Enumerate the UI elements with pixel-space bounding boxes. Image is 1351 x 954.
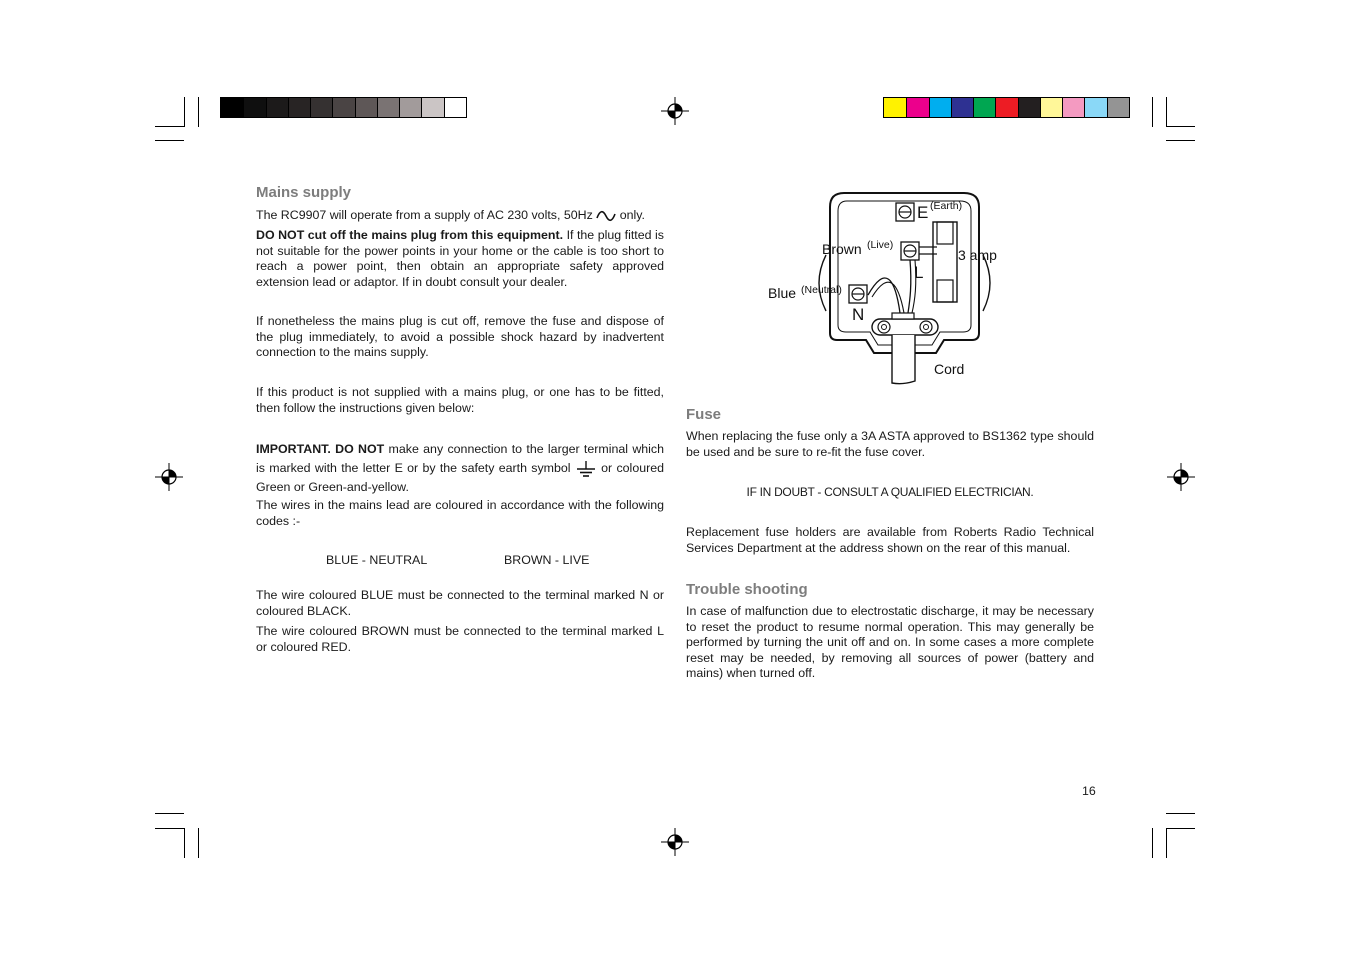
colour-swatch (884, 98, 907, 117)
grey-swatch (332, 98, 355, 117)
brown-wire-label: Brown (822, 241, 862, 257)
ac-sine-wave-icon (596, 210, 616, 222)
brown-wire-paragraph: The wire coloured BROWN must be connected to the terminal marked L or coloured RED. (256, 624, 664, 654)
plug-cut-off-paragraph: If nonetheless the mains plug is cut off, remove the fuse and dispose of the plug immediately, to avoid a possible shock hazard by inadvertent connection to the mains supply. (256, 314, 664, 359)
registration-mark-left-icon (155, 463, 183, 491)
live-label: (Live) (867, 239, 894, 251)
plug-outline-drawing (760, 185, 1020, 385)
colour-swatch (929, 98, 952, 117)
neutral-label: (Neutral) (801, 284, 842, 296)
grey-swatch (310, 98, 333, 117)
grey-swatch (243, 98, 266, 117)
colour-swatch (1084, 98, 1107, 117)
code-blue-neutral: BLUE - NEUTRAL (326, 553, 428, 567)
earth-label: (Earth) (930, 200, 963, 212)
mains-voltage-text: The RC9907 will operate from a supply of AC 230 volts, 50Hz (256, 208, 593, 222)
blue-wire-paragraph: The wire coloured BLUE must be connected to the terminal marked N or coloured BLACK. (256, 588, 664, 618)
blue-wire-label: Blue (768, 285, 797, 301)
important-warning: IMPORTANT. DO NOT (256, 442, 385, 456)
important-text-end: or coloured Green or Green-and-yellow. (256, 461, 665, 494)
earth-symbol-icon (575, 461, 597, 477)
grey-swatch (355, 98, 378, 117)
cord-label: Cord (934, 361, 965, 377)
registration-mark-right-icon (1167, 463, 1195, 491)
grey-swatch (399, 98, 422, 117)
colour-swatch (1040, 98, 1063, 117)
page-number: 16 (1082, 784, 1096, 798)
mains-supply-heading: Mains supply (256, 184, 352, 201)
colour-swatch (995, 98, 1018, 117)
do-not-cut-paragraph (256, 228, 664, 290)
colour-calibration-bar (883, 97, 1130, 118)
code-brown-live: BROWN - LIVE (504, 553, 590, 567)
colour-swatch (1018, 98, 1041, 117)
colour-swatch (906, 98, 929, 117)
important-earth-paragraph (256, 440, 664, 497)
wire-codes-paragraph: The wires in the mains lead are coloured in accordance with the following codes :- (256, 498, 664, 528)
do-not-cut-text: If the plug fitted is not suitable for the power points in your home or the cable is too short to reach a power point, then obtain an appropriate safety approved extension lead or adaptor. If in doubt consult your dealer. (256, 228, 665, 289)
grey-swatch (444, 98, 467, 117)
grey-swatch (421, 98, 444, 117)
earth-letter-label: E (917, 203, 929, 222)
mains-voltage-paragraph (256, 208, 664, 224)
trouble-shooting-paragraph: In case of malfunction due to electrostatic discharge, it may be necessary to reset the product to resume normal operation. This may generally be performed by turning the unit off and on. In some cases a more complete reset may be needed, by removing all sources of power (battery and mains) when turned off. (686, 604, 1094, 680)
important-text: make any connection to the larger terminal which is marked with the letter E or by the safety earth symbol (256, 442, 665, 475)
do-not-cut-warning: DO NOT cut off the mains plug from this equipment. (256, 228, 564, 242)
mains-voltage-text-end: only. (619, 208, 645, 222)
colour-swatch (1062, 98, 1085, 117)
colour-swatch (951, 98, 974, 117)
grey-swatch (288, 98, 311, 117)
fuse-replacement-paragraph: When replacing the fuse only a 3A ASTA approved to BS1362 type should be used and be sure to re-fit the fuse cover. (686, 429, 1094, 459)
live-letter-label: L (914, 263, 924, 282)
colour-swatch (1107, 98, 1130, 117)
fuse-holders-paragraph: Replacement fuse holders are available from Roberts Radio Technical Services Department at the address shown on the rear of this manual. (686, 525, 1094, 555)
neutral-letter-label: N (852, 305, 865, 324)
plug-wiring-diagram (760, 185, 1020, 385)
fuse-heading: Fuse (686, 406, 722, 423)
plug-fitting-paragraph: If this product is not supplied with a mains plug, or one has to be fitted, then follow the instructions given below: (256, 385, 664, 415)
registration-mark-bottom-icon (661, 828, 689, 856)
colour-swatch (973, 98, 996, 117)
grey-swatch (221, 98, 244, 117)
grey-swatch (377, 98, 400, 117)
greyscale-calibration-bar (220, 97, 467, 118)
trouble-shooting-heading: Trouble shooting (686, 581, 808, 598)
fuse-rating-label: 3 amp (958, 247, 997, 263)
grey-swatch (266, 98, 289, 117)
registration-mark-top-icon (661, 97, 689, 125)
consult-electrician-notice: IF IN DOUBT - CONSULT A QUALIFIED ELECTRICIAN. (746, 485, 1034, 499)
